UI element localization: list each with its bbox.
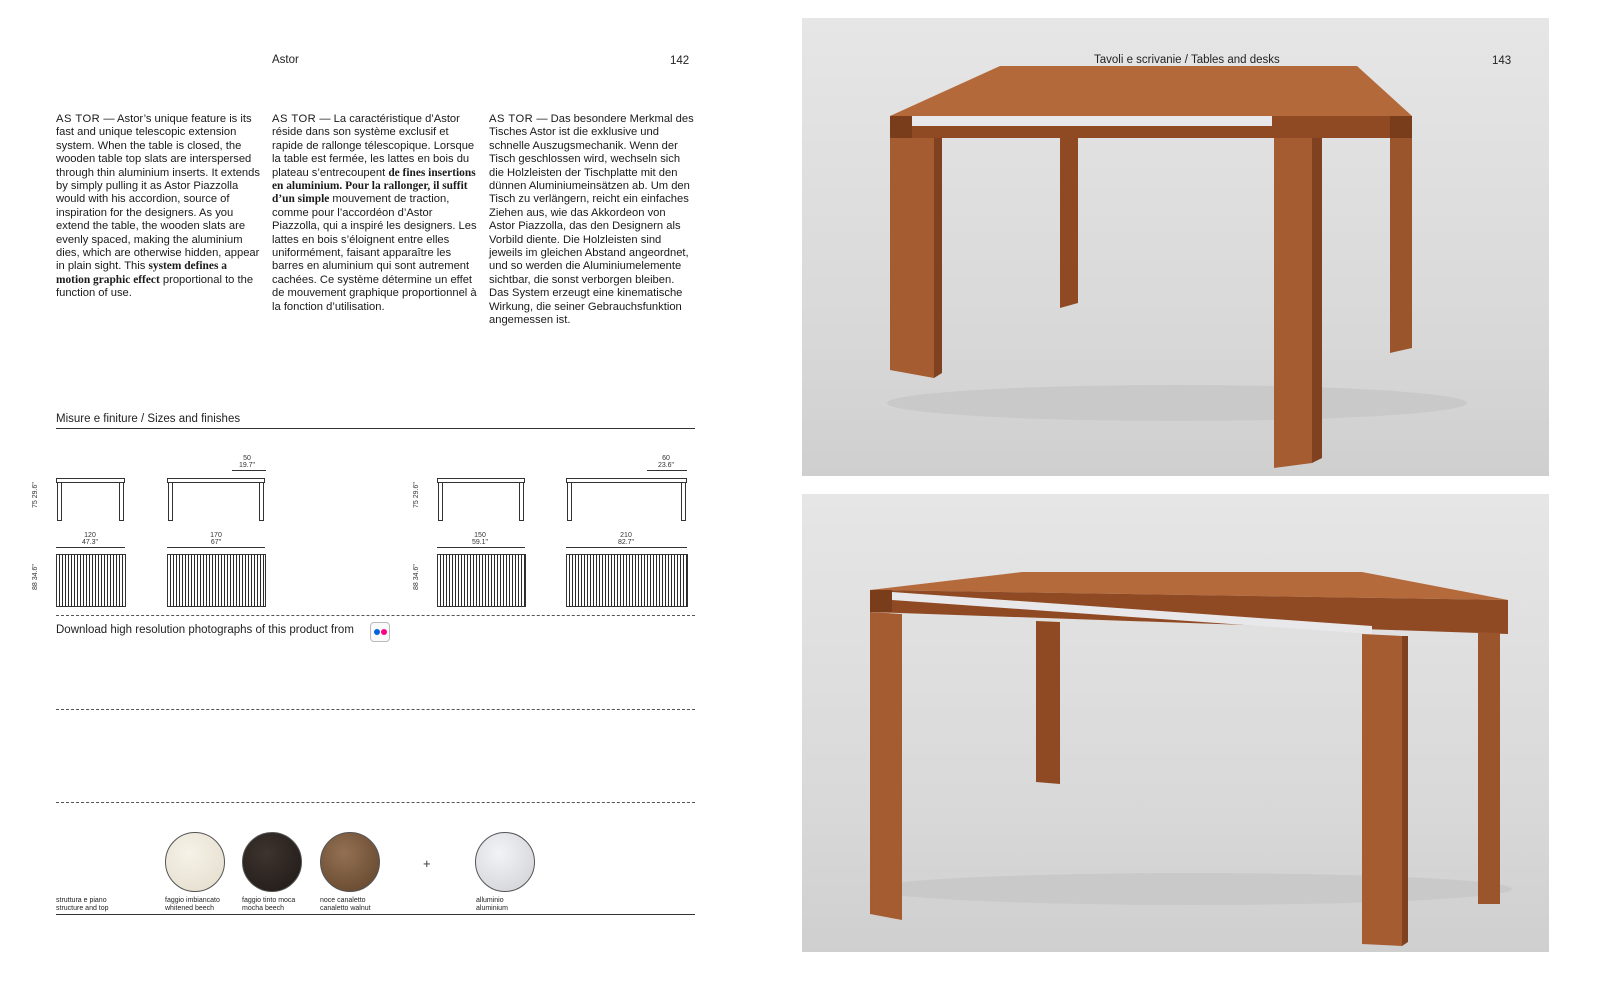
product-photo-closed: [802, 18, 1549, 476]
divider: [56, 709, 695, 710]
plan-extended-drawing: [167, 554, 266, 607]
body-text: proportional to the function of use.: [56, 273, 254, 300]
lead-label: AS TOR: [489, 113, 534, 125]
elevation-extended-drawing: [167, 478, 265, 521]
body-bold-text: de fines insertions en aluminium. Pour la rallonger, il suffit d’un simple: [272, 166, 476, 206]
swatch-canaletto-walnut: [320, 832, 380, 892]
body-text: — Das besondere Merkmal des Tisches Astor ist die exklusive und schnelle Auszugsmechanik. Wenn der Tisch geschlossen wird, wechseln sich die Holzleisten der Tischplatte mit den dünnen Aluminiumeinsätzen ab. Um den Tisch zu verlängern, reicht ein einfaches Ziehen aus, wie das Akkordeon von Astor Piazzolla, das den Designern als Vorbild diente. Die Holzleisten sind jeweils im gleichen Abstand angeordnet, und so werden die Aluminiumelemente sichtbar, die sonst verborgen bleiben. Das System erzeugt eine kinematische Wirkung, die seiner Gebrauchsfunktion angemessen ist.: [489, 113, 694, 327]
finish-label: faggio tinto moca mocha beech: [242, 897, 296, 912]
dimension-line: [566, 547, 687, 548]
plan-closed-drawing: [437, 554, 526, 607]
sizes-heading: Misure e finiture / Sizes and finishes: [56, 413, 241, 425]
body-text: mouvement de traction, comme pour l’accordéon d’Astor Piazzolla, qui a inspiré les designers. Les lattes en bois s’éloignent entre elles uniformément, faisant apparaître les barres en aluminium qui sont autrement cachées. Ce système détermine un effet de mouvement graphique proportionnel à la fonction d’utilisation.: [272, 193, 477, 313]
depth-dim-label: 88 34.6": [413, 564, 420, 590]
width-dim-label: 210 82.7": [617, 532, 635, 546]
width-dim-label: 170 67": [210, 532, 222, 546]
lead-label: AS TOR: [272, 113, 317, 125]
download-text: Download high resolution photographs of this product from: [56, 624, 354, 636]
divider: [56, 914, 695, 915]
divider: [56, 428, 695, 429]
description-en: [56, 113, 261, 301]
depth-dim-label: 88 34.6": [32, 564, 39, 590]
finish-category-label: struttura e piano structure and top: [56, 897, 109, 912]
extension-dim-label: 60 23.6": [657, 455, 675, 469]
divider: [56, 615, 695, 616]
body-text: — La caractéristique d’Astor réside dans son système exclusif et rapide de rallonge télescopique. Lorsque la table est fermée, les lattes en bois du plateau s’entrecoupent: [272, 113, 475, 179]
table-extended-illustration: [802, 494, 1549, 952]
table-closed-illustration: [802, 18, 1549, 476]
flickr-pink-dot-icon: [381, 629, 387, 635]
height-dim-label: 75 29.6": [413, 482, 420, 508]
plan-extended-drawing: [566, 554, 688, 607]
body-bold-text: system defines a motion graphic effect: [56, 260, 227, 286]
dimension-line: [437, 547, 525, 548]
height-dim-label: 75 29.6": [32, 482, 39, 508]
width-dim-label: 150 59.1": [471, 532, 489, 546]
swatch-mocha-beech: [242, 832, 302, 892]
extension-dim-label: 50 19.7": [238, 455, 256, 469]
elevation-closed-drawing: [56, 478, 125, 521]
plus-sign: +: [423, 856, 431, 871]
page-number: 142: [670, 55, 690, 67]
finish-label: noce canaletto canaletto walnut: [320, 897, 371, 912]
swatch-whitened-beech: [165, 832, 225, 892]
page-number: 143: [1492, 55, 1512, 67]
page-title: Astor: [272, 54, 299, 66]
dimension-line: [56, 547, 125, 548]
body-text: — Astor’s unique feature is its fast and unique telescopic extension system. When the table is closed, the wooden table top slats are interspersed through thin aluminium inserts. It extends by simply pulling it as Astor Piazzolla would with his accordion, source of inspiration for the designers. As you extend the table, the wooden slats are evenly spaced, making the aluminium dies, which are otherwise hidden, appear in plain sight. This: [56, 113, 260, 273]
dimension-line: [232, 470, 266, 471]
dimension-line: [647, 470, 687, 471]
flickr-link[interactable]: [370, 622, 390, 642]
width-dim-label: 120 47.3": [81, 532, 99, 546]
finish-label: alluminio aluminium: [476, 897, 508, 912]
finish-label: faggio imbiancato whitened beech: [165, 897, 220, 912]
description-de: [489, 113, 694, 328]
lead-label: AS TOR: [56, 113, 101, 125]
flickr-blue-dot-icon: [374, 629, 380, 635]
elevation-extended-drawing: [566, 478, 687, 521]
swatch-aluminium: [475, 832, 535, 892]
elevation-closed-drawing: [437, 478, 525, 521]
dimension-line: [167, 547, 265, 548]
description-fr: [272, 113, 477, 314]
product-photo-extended: [802, 494, 1549, 952]
plan-closed-drawing: [56, 554, 126, 607]
section-title: Tavoli e scrivanie / Tables and desks: [1094, 54, 1280, 66]
divider: [56, 802, 695, 803]
